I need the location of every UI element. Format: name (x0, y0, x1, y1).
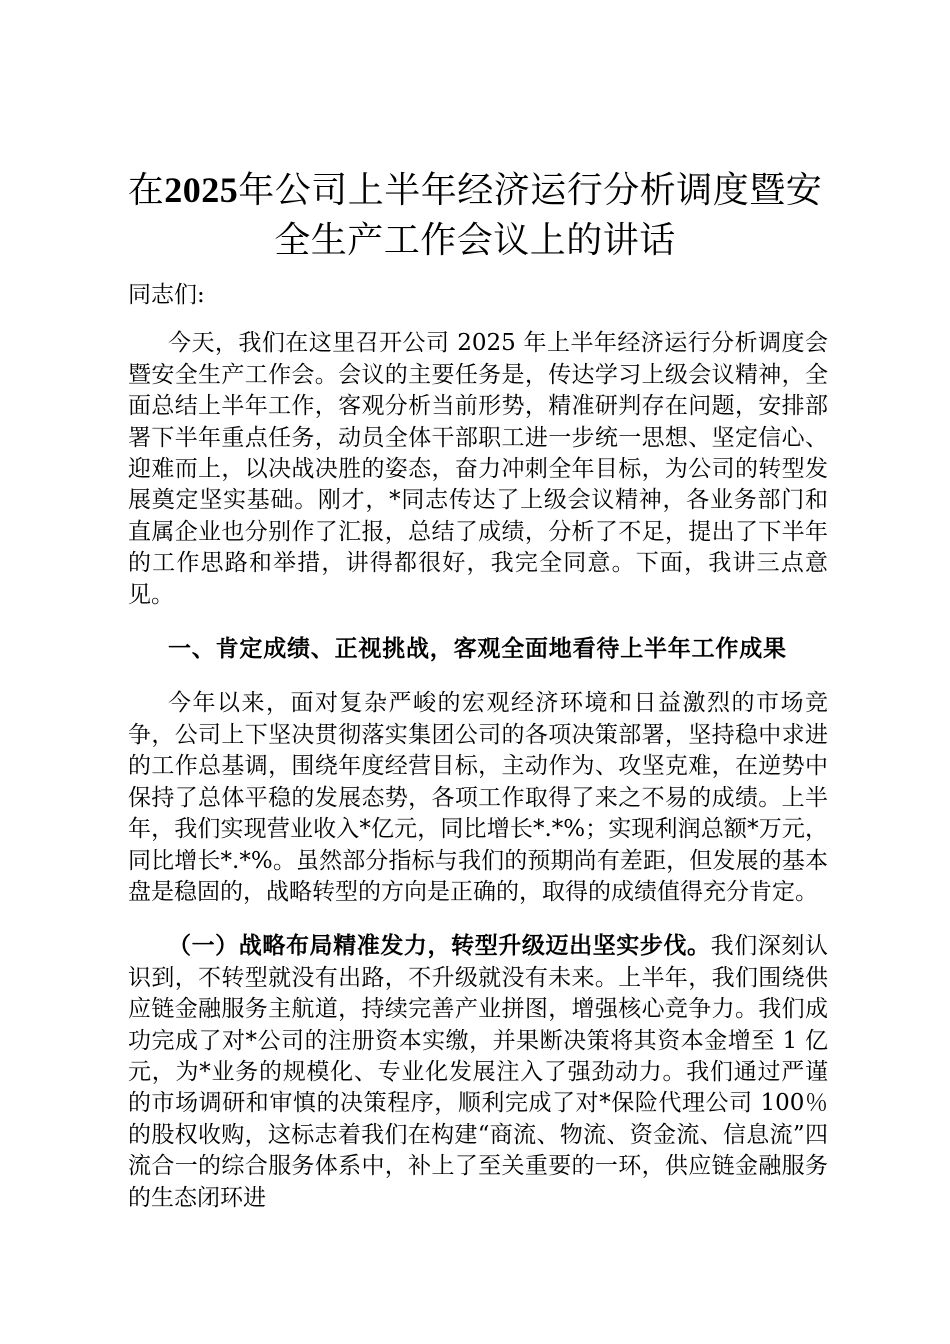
section-heading-1: 一、肯定成绩、正视挑战，客观全面地看待上半年工作成果 (168, 636, 787, 663)
title-rest: 年公司上半年经济运行分析调度暨安全生产工作会议上的讲话 (238, 170, 823, 261)
document-body (128, 280, 828, 1214)
title-prefix: 在 (127, 170, 165, 211)
salutation: 同志们: (128, 282, 205, 308)
intro-paragraph: 今天，我们在这里召开公司 2025 年上半年经济运行分析调度会暨安全生产工作会。会议的主要任务是，传达学习上级会议精神，全面总结上半年工作，客观分析当前形势，精准研判存在问题，安排部署下半年重点任务，动员全体干部职工进一步统一思想、坚定信心、迎难而上，以决战决胜的姿态，奋力冲刺全年目标，为公司的转型发展奠定坚实基础。刚才，*同志传达了上级会议精神，各业务部门和直属企业也分别作了汇报，总结了成绩，分析了不足，提出了下半年的工作思路和举措，讲得都很好，我完全同意。下面，我讲三点意见。 (128, 330, 828, 608)
subsection-1-paragraph (128, 931, 828, 1214)
section-1-paragraph: 今年以来，面对复杂严峻的宏观经济环境和日益激烈的市场竞争，公司上下坚决贯彻落实集团公司的各项决策部署，坚持稳中求进的工作总基调，围绕年度经营目标，主动作为、攻坚克难，在逆势中保持了总体平稳的发展态势，各项工作取得了来之不易的成绩。上半年，我们实现营业收入*亿元，同比增长*.*%；实现利润总额*万元，同比增长*.*%。虽然部分指标与我们的预期尚有差距，但发展的基本盘是稳固的，战略转型的方向是正确的，取得的成绩值得充分肯定。 (128, 690, 828, 905)
title-year: 2025 (164, 170, 239, 210)
subsection-1-body: 我们深刻认识到，不转型就没有出路，不升级就没有未来。上半年，我们围绕供应链金融服务主航道，持续完善产业拼图，增强核心竞争力。我们成功完成了对*公司的注册资本实缴，并果断决策将其资本金增至 1 亿元，为*业务的规模化、专业化发展注入了强劲动力。我们通过严谨的市场调研和审慎的决策程序，顺利完成了对*保险代理公司 100％的股权收购，这标志着我们在构建“商流、物流、资金流、信息流”四流合一的综合服务体系中，补上了至关重要的一环，供应链金融服务的生态闭环进 (128, 933, 829, 1211)
subsection-1-lead: （一）战略布局精准发力，转型升级迈出坚实步伐。 (168, 933, 711, 960)
document-title (120, 165, 830, 266)
